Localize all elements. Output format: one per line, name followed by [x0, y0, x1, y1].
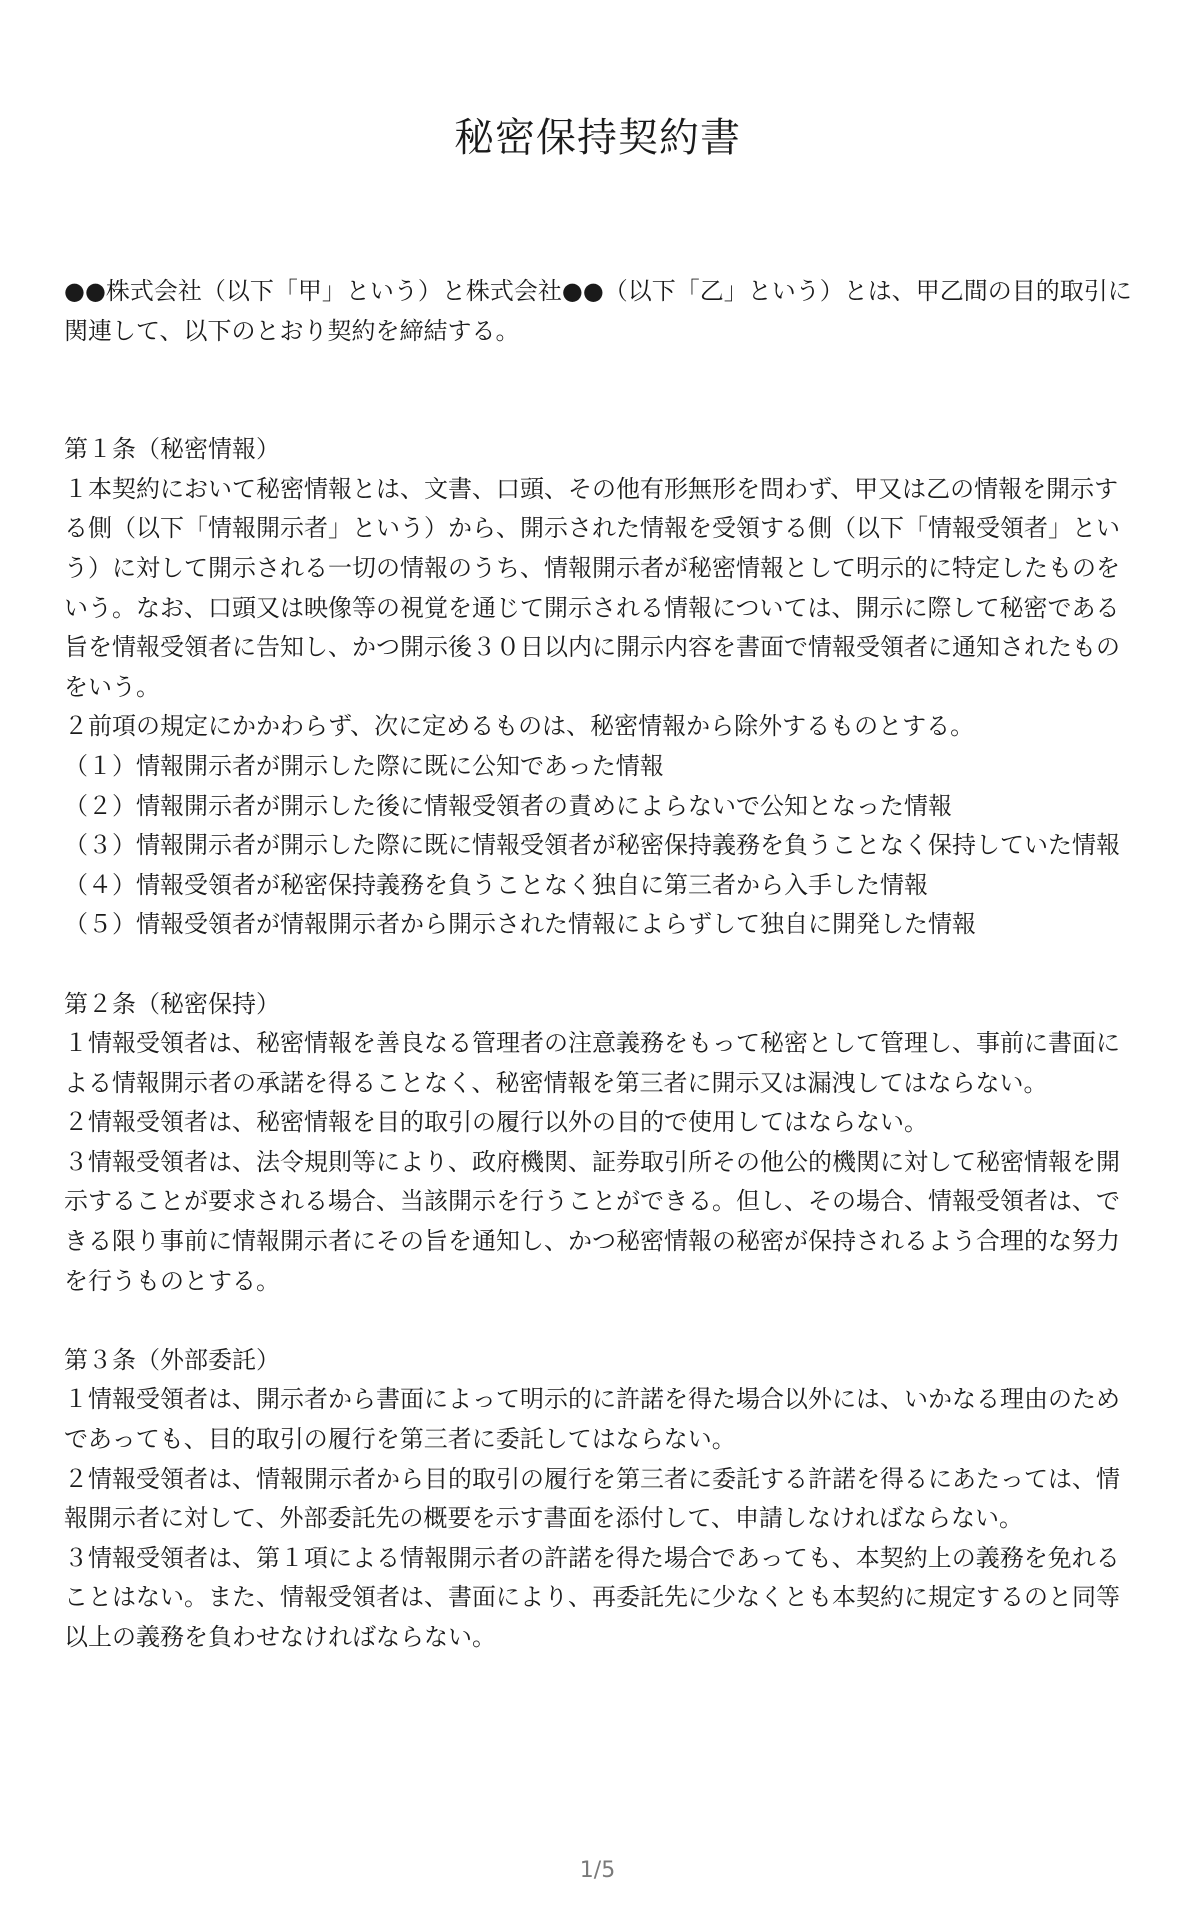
- article-heading: 第２条（秘密保持）: [64, 989, 280, 1018]
- article-paragraph: ３情報受領者は、法令規則等により、政府機関、証券取引所その他公的機関に対して秘密情報を開示することが要求される場合、当該開示を行うことができる。但し、その場合、情報受領者は、できる限り事前に情報開示者にその旨を通知し、かつ秘密情報の秘密が保持されるよう合理的な努力を行うものとする。: [64, 1147, 1120, 1295]
- article-3: [64, 1341, 1132, 1658]
- article-paragraph: ２情報受領者は、情報開示者から目的取引の履行を第三者に委託する許諾を得るにあたっては、情報開示者に対して、外部委託先の概要を示す書面を添付して、申請しなければならない。: [64, 1464, 1120, 1533]
- article-list-item: （１）情報開示者が開示した際に既に公知であった情報: [64, 751, 664, 780]
- article-heading: 第３条（外部委託）: [64, 1345, 280, 1374]
- article-heading: 第１条（秘密情報）: [64, 435, 280, 464]
- article-list-item: （３）情報開示者が開示した際に既に情報受領者が秘密保持義務を負うことなく保持していた情報: [64, 831, 1120, 860]
- article-paragraph: １本契約において秘密情報とは、文書、口頭、その他有形無形を問わず、甲又は乙の情報を開示する側（以下「情報開示者」という）から、開示された情報を受領する側（以下「情報受領者」という）に対して開示される一切の情報のうち、情報開示者が秘密情報として明示的に特定したものをいう。なお、口頭又は映像等の視覚を通じて開示される情報については、開示に際して秘密である旨を情報受領者に告知し、かつ開示後３０日以内に開示内容を書面で情報受領者に通知されたものをいう。: [64, 474, 1120, 701]
- article-paragraph: １情報受領者は、開示者から書面によって明示的に許諾を得た場合以外には、いかなる理由のためであっても、目的取引の履行を第三者に委託してはならない。: [64, 1385, 1120, 1454]
- article-list-item: （４）情報受領者が秘密保持義務を負うことなく独自に第三者から入手した情報: [64, 870, 928, 899]
- article-2: [64, 985, 1132, 1302]
- article-paragraph: ２前項の規定にかかわらず、次に定めるものは、秘密情報から除外するものとする。: [64, 712, 975, 741]
- document-body: [64, 272, 1132, 1697]
- article-list-item: （５）情報受領者が情報開示者から開示された情報によらずして独自に開発した情報: [64, 910, 976, 939]
- article-list-item: （２）情報開示者が開示した後に情報受領者の責めによらないで公知となった情報: [64, 791, 952, 820]
- article-paragraph: １情報受領者は、秘密情報を善良なる管理者の注意義務をもって秘密として管理し、事前に書面による情報開示者の承諾を得ることなく、秘密情報を第三者に開示又は漏洩してはならない。: [64, 1029, 1120, 1097]
- intro-paragraph: ●●株式会社（以下「甲」という）と株式会社●●（以下「乙」という）とは、甲乙間の目的取引に関連して、以下のとおり契約を締結する。: [64, 277, 1132, 345]
- article-paragraph: ２情報受領者は、秘密情報を目的取引の履行以外の目的で使用してはならない。: [64, 1108, 928, 1137]
- document-title: 秘密保持契約書: [454, 115, 741, 161]
- article-paragraph: ３情報受領者は、第１項による情報開示者の許諾を得た場合であっても、本契約上の義務を免れることはない。また、情報受領者は、書面により、再委託先に少なくとも本契約に規定するのと同等以上の義務を負わせなければならない。: [64, 1543, 1120, 1651]
- article-1: [64, 430, 1132, 945]
- page-number: 1/5: [579, 1858, 616, 1883]
